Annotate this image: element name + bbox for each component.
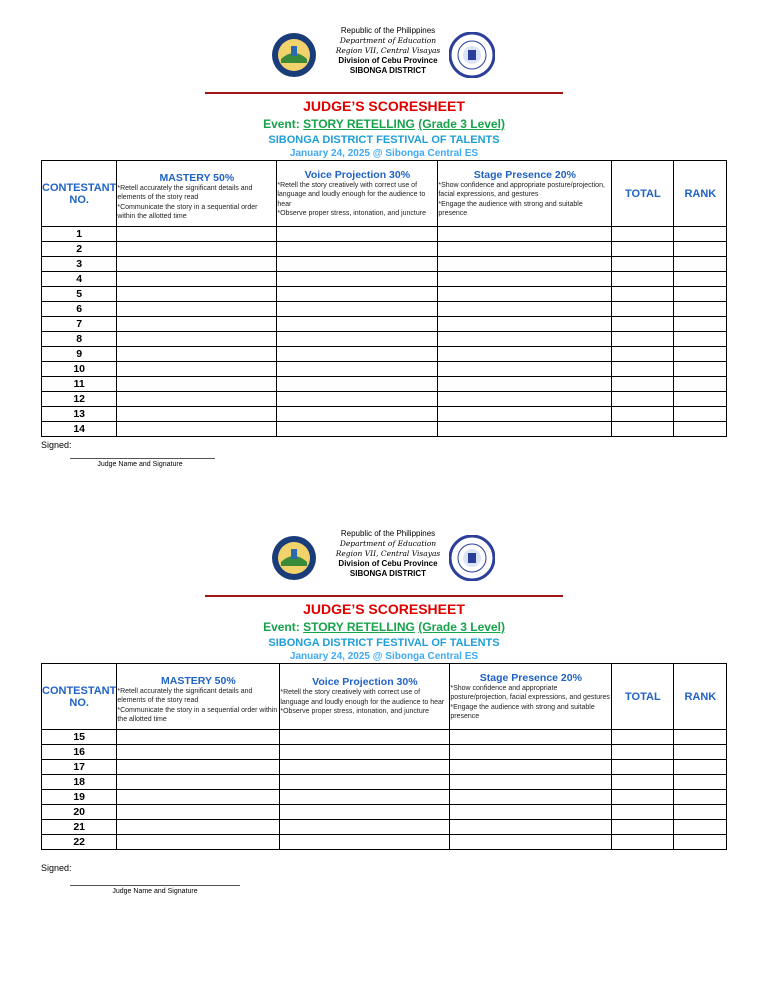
voice-projection-header (280, 664, 450, 730)
rank-cell[interactable] (674, 730, 727, 745)
region-text: Region VII, Central Visayas (335, 549, 441, 558)
header-divider (205, 92, 563, 94)
total-score-cell[interactable] (612, 407, 674, 422)
stage-score-cell[interactable] (438, 242, 612, 257)
total-score-cell[interactable] (612, 302, 674, 317)
rank-cell[interactable] (674, 332, 727, 347)
total-header: TOTAL (612, 664, 674, 730)
total-score-cell[interactable] (612, 760, 674, 775)
mastery-score-cell[interactable] (117, 790, 280, 805)
contestant-number: 12 (42, 392, 117, 407)
contestant-number: 13 (42, 407, 117, 422)
table-row (42, 317, 727, 332)
total-score-cell[interactable] (612, 287, 674, 302)
stage-score-cell[interactable] (450, 805, 612, 820)
total-score-cell[interactable] (612, 835, 674, 850)
stage-score-cell[interactable] (450, 760, 612, 775)
voice-score-cell[interactable] (277, 272, 438, 287)
voice-score-cell[interactable] (277, 362, 438, 377)
rank-cell[interactable] (674, 775, 727, 790)
contestant-no-header: CONTESTANT NO. (42, 664, 117, 730)
stage-title: Stage Presence 20% (473, 168, 576, 181)
voice-description: *Retell the story creatively with correct use of language and loudly enough for the audience to hear *Observe proper stress, intonation, and juncture (280, 689, 445, 716)
header-divider (205, 595, 563, 597)
contestant-number: 19 (42, 790, 117, 805)
rank-cell[interactable] (674, 257, 727, 272)
rank-cell[interactable] (674, 790, 727, 805)
voice-projection-header (277, 161, 438, 227)
voice-score-cell[interactable] (277, 287, 438, 302)
mastery-score-cell[interactable] (117, 377, 277, 392)
contestant-number: 9 (42, 347, 117, 362)
mastery-score-cell[interactable] (117, 272, 277, 287)
republic-text: Republic of the Philippines (340, 26, 436, 35)
rank-cell[interactable] (674, 242, 727, 257)
deped-seal-logo (449, 32, 495, 78)
voice-score-cell[interactable] (280, 745, 450, 760)
division-text: Division of Cebu Province (338, 559, 438, 568)
festival-title: SIBONGA DISTRICT FESTIVAL OF TALENTS (268, 637, 500, 649)
table-row (42, 407, 727, 422)
mastery-score-cell[interactable] (117, 730, 280, 745)
stage-title: Stage Presence 20% (479, 671, 582, 684)
stage-score-cell[interactable] (438, 227, 612, 242)
table-row (42, 242, 727, 257)
school-seal-logo (271, 535, 317, 581)
contestant-number: 15 (42, 730, 117, 745)
mastery-score-cell[interactable] (117, 302, 277, 317)
voice-score-cell[interactable] (280, 820, 450, 835)
stage-score-cell[interactable] (438, 287, 612, 302)
voice-description: *Retell the story creatively with correct use of language and loudly enough for the audience to hear *Observe proper stress, intonation, and juncture (277, 181, 426, 217)
voice-score-cell[interactable] (280, 775, 450, 790)
mastery-score-cell[interactable] (117, 347, 277, 362)
mastery-score-cell[interactable] (117, 257, 277, 272)
school-seal-logo (271, 32, 317, 78)
voice-score-cell[interactable] (280, 760, 450, 775)
voice-score-cell[interactable] (277, 242, 438, 257)
mastery-score-cell[interactable] (117, 317, 277, 332)
voice-score-cell[interactable] (280, 805, 450, 820)
voice-score-cell[interactable] (277, 317, 438, 332)
rank-cell[interactable] (674, 745, 727, 760)
division-text: Division of Cebu Province (338, 56, 438, 65)
total-score-cell[interactable] (612, 377, 674, 392)
signed-label: Signed: (41, 440, 72, 450)
stage-score-cell[interactable] (438, 257, 612, 272)
letterhead (205, 18, 565, 94)
contestant-number: 21 (42, 820, 117, 835)
total-score-cell[interactable] (612, 227, 674, 242)
voice-score-cell[interactable] (277, 347, 438, 362)
contestant-number: 17 (42, 760, 117, 775)
stage-score-cell[interactable] (450, 730, 612, 745)
contestant-number: 18 (42, 775, 117, 790)
stage-score-cell[interactable] (450, 835, 612, 850)
score-table (41, 160, 727, 437)
voice-score-cell[interactable] (277, 422, 438, 437)
rank-cell[interactable] (674, 760, 727, 775)
contestant-number: 3 (42, 257, 117, 272)
republic-text: Republic of the Philippines (340, 529, 436, 538)
mastery-score-cell[interactable] (117, 422, 277, 437)
table-row (42, 730, 727, 745)
rank-cell[interactable] (674, 317, 727, 332)
contestant-no-header: CONTESTANT NO. (42, 161, 117, 227)
event-name: STORY RETELLING (303, 117, 415, 131)
stage-description: *Show confidence and appropriate posture/projection, facial expressions, and gestures *Engage the audience with strong and suitable presence (438, 181, 605, 217)
rank-cell[interactable] (674, 407, 727, 422)
rank-cell[interactable] (674, 287, 727, 302)
event-level: (Grade 3 Level) (418, 117, 505, 131)
table-row (42, 287, 727, 302)
rank-cell[interactable] (674, 820, 727, 835)
voice-title: Voice Projection 30% (312, 676, 418, 689)
contestant-number: 7 (42, 317, 117, 332)
festival-title: SIBONGA DISTRICT FESTIVAL OF TALENTS (268, 134, 500, 146)
total-score-cell[interactable] (612, 347, 674, 362)
contestant-number: 1 (42, 227, 117, 242)
stage-presence-header (438, 161, 612, 227)
event-level: (Grade 3 Level) (418, 620, 505, 634)
mastery-score-cell[interactable] (117, 332, 277, 347)
mastery-score-cell[interactable] (117, 805, 280, 820)
total-score-cell[interactable] (612, 790, 674, 805)
voice-score-cell[interactable] (280, 790, 450, 805)
mastery-score-cell[interactable] (117, 775, 280, 790)
voice-score-cell[interactable] (277, 257, 438, 272)
event-line (0, 117, 768, 131)
mastery-score-cell[interactable] (117, 820, 280, 835)
deped-seal-logo (449, 535, 495, 581)
rank-cell[interactable] (674, 362, 727, 377)
rank-cell[interactable] (674, 347, 727, 362)
letterhead (205, 521, 565, 597)
score-rows (42, 227, 727, 437)
stage-score-cell[interactable] (438, 407, 612, 422)
stage-score-cell[interactable] (438, 362, 612, 377)
total-score-cell[interactable] (612, 392, 674, 407)
stage-description: *Show confidence and appropriate posture/projection, facial expressions, and gestures *Engage the audience with strong and suitable presence (450, 684, 610, 720)
signature-line (70, 885, 240, 886)
table-row (42, 775, 727, 790)
mastery-score-cell[interactable] (117, 835, 280, 850)
total-score-cell[interactable] (612, 242, 674, 257)
rank-cell[interactable] (674, 422, 727, 437)
table-row (42, 272, 727, 287)
judge-signature-label: Judge Name and Signature (97, 461, 183, 468)
rank-header: RANK (674, 664, 727, 730)
contestant-number: 22 (42, 835, 117, 850)
district-text: SIBONGA DISTRICT (349, 66, 427, 75)
score-table (41, 663, 727, 850)
stage-score-cell[interactable] (450, 745, 612, 760)
event-prefix: Event: (263, 117, 300, 131)
table-row (42, 377, 727, 392)
mastery-score-cell[interactable] (117, 242, 277, 257)
rank-cell[interactable] (674, 392, 727, 407)
mastery-title: MASTERY 50% (159, 171, 235, 184)
rank-cell[interactable] (674, 805, 727, 820)
judge-signature-label: Judge Name and Signature (112, 888, 198, 895)
voice-score-cell[interactable] (277, 407, 438, 422)
total-header: TOTAL (612, 161, 674, 227)
event-date: January 24, 2025 @ Sibonga Central ES (289, 651, 479, 662)
signed-label: Signed: (41, 863, 72, 873)
mastery-header (117, 161, 277, 227)
stage-score-cell[interactable] (438, 332, 612, 347)
table-row (42, 760, 727, 775)
stage-score-cell[interactable] (450, 775, 612, 790)
event-name: STORY RETELLING (303, 620, 415, 634)
total-score-cell[interactable] (612, 820, 674, 835)
mastery-description: *Retell accurately the significant details and elements of the story read *Communicate the story in a sequential order within the allotted time (117, 687, 278, 723)
table-row (42, 347, 727, 362)
table-row (42, 332, 727, 347)
stage-score-cell[interactable] (438, 302, 612, 317)
mastery-score-cell[interactable] (117, 760, 280, 775)
contestant-number: 20 (42, 805, 117, 820)
mastery-score-cell[interactable] (117, 392, 277, 407)
event-date: January 24, 2025 @ Sibonga Central ES (289, 148, 479, 159)
voice-score-cell[interactable] (277, 302, 438, 317)
mastery-description: *Retell accurately the significant details and elements of the story read *Communicate the story in a sequential order within the allotted time (117, 184, 258, 220)
contestant-number: 10 (42, 362, 117, 377)
stage-score-cell[interactable] (450, 820, 612, 835)
region-text: Region VII, Central Visayas (335, 46, 441, 55)
signature-line (70, 458, 215, 459)
total-score-cell[interactable] (612, 422, 674, 437)
voice-score-cell[interactable] (277, 377, 438, 392)
rank-cell[interactable] (674, 302, 727, 317)
voice-score-cell[interactable] (280, 730, 450, 745)
mastery-header (117, 664, 280, 730)
total-score-cell[interactable] (612, 745, 674, 760)
voice-score-cell[interactable] (277, 392, 438, 407)
score-rows (42, 730, 727, 850)
table-row (42, 392, 727, 407)
contestant-number: 11 (42, 377, 117, 392)
stage-score-cell[interactable] (438, 272, 612, 287)
rank-cell[interactable] (674, 835, 727, 850)
table-row (42, 820, 727, 835)
event-line (0, 620, 768, 634)
table-row (42, 805, 727, 820)
mastery-score-cell[interactable] (117, 227, 277, 242)
contestant-number: 14 (42, 422, 117, 437)
table-row (42, 835, 727, 850)
stage-score-cell[interactable] (438, 347, 612, 362)
table-row (42, 362, 727, 377)
mastery-score-cell[interactable] (117, 745, 280, 760)
district-text: SIBONGA DISTRICT (349, 569, 427, 578)
mastery-title: MASTERY 50% (161, 674, 236, 687)
contestant-number: 8 (42, 332, 117, 347)
stage-score-cell[interactable] (438, 422, 612, 437)
stage-score-cell[interactable] (450, 790, 612, 805)
total-score-cell[interactable] (612, 730, 674, 745)
total-score-cell[interactable] (612, 257, 674, 272)
mastery-score-cell[interactable] (117, 407, 277, 422)
mastery-score-cell[interactable] (117, 362, 277, 377)
voice-score-cell[interactable] (277, 227, 438, 242)
table-row (42, 302, 727, 317)
department-text: Department of Education (339, 539, 437, 548)
rank-cell[interactable] (674, 377, 727, 392)
table-row (42, 227, 727, 242)
stage-presence-header (450, 664, 612, 730)
stage-score-cell[interactable] (438, 317, 612, 332)
rank-cell[interactable] (674, 272, 727, 287)
stage-score-cell[interactable] (438, 392, 612, 407)
voice-title: Voice Projection 30% (304, 168, 411, 181)
total-score-cell[interactable] (612, 805, 674, 820)
total-score-cell[interactable] (612, 362, 674, 377)
voice-score-cell[interactable] (280, 835, 450, 850)
table-row (42, 257, 727, 272)
contestant-number: 5 (42, 287, 117, 302)
department-text: Department of Education (339, 36, 437, 45)
rank-cell[interactable] (674, 227, 727, 242)
voice-score-cell[interactable] (277, 332, 438, 347)
contestant-number: 4 (42, 272, 117, 287)
event-prefix: Event: (263, 620, 300, 634)
stage-score-cell[interactable] (438, 377, 612, 392)
total-score-cell[interactable] (612, 317, 674, 332)
total-score-cell[interactable] (612, 775, 674, 790)
table-row (42, 790, 727, 805)
table-row (42, 745, 727, 760)
contestant-number: 2 (42, 242, 117, 257)
table-row (42, 422, 727, 437)
contestant-number: 6 (42, 302, 117, 317)
scoresheet-title: JUDGE’S SCORESHEET (303, 601, 465, 617)
mastery-score-cell[interactable] (117, 287, 277, 302)
total-score-cell[interactable] (612, 272, 674, 287)
rank-header: RANK (674, 161, 727, 227)
contestant-number: 16 (42, 745, 117, 760)
scoresheet-title: JUDGE’S SCORESHEET (303, 98, 465, 114)
total-score-cell[interactable] (612, 332, 674, 347)
